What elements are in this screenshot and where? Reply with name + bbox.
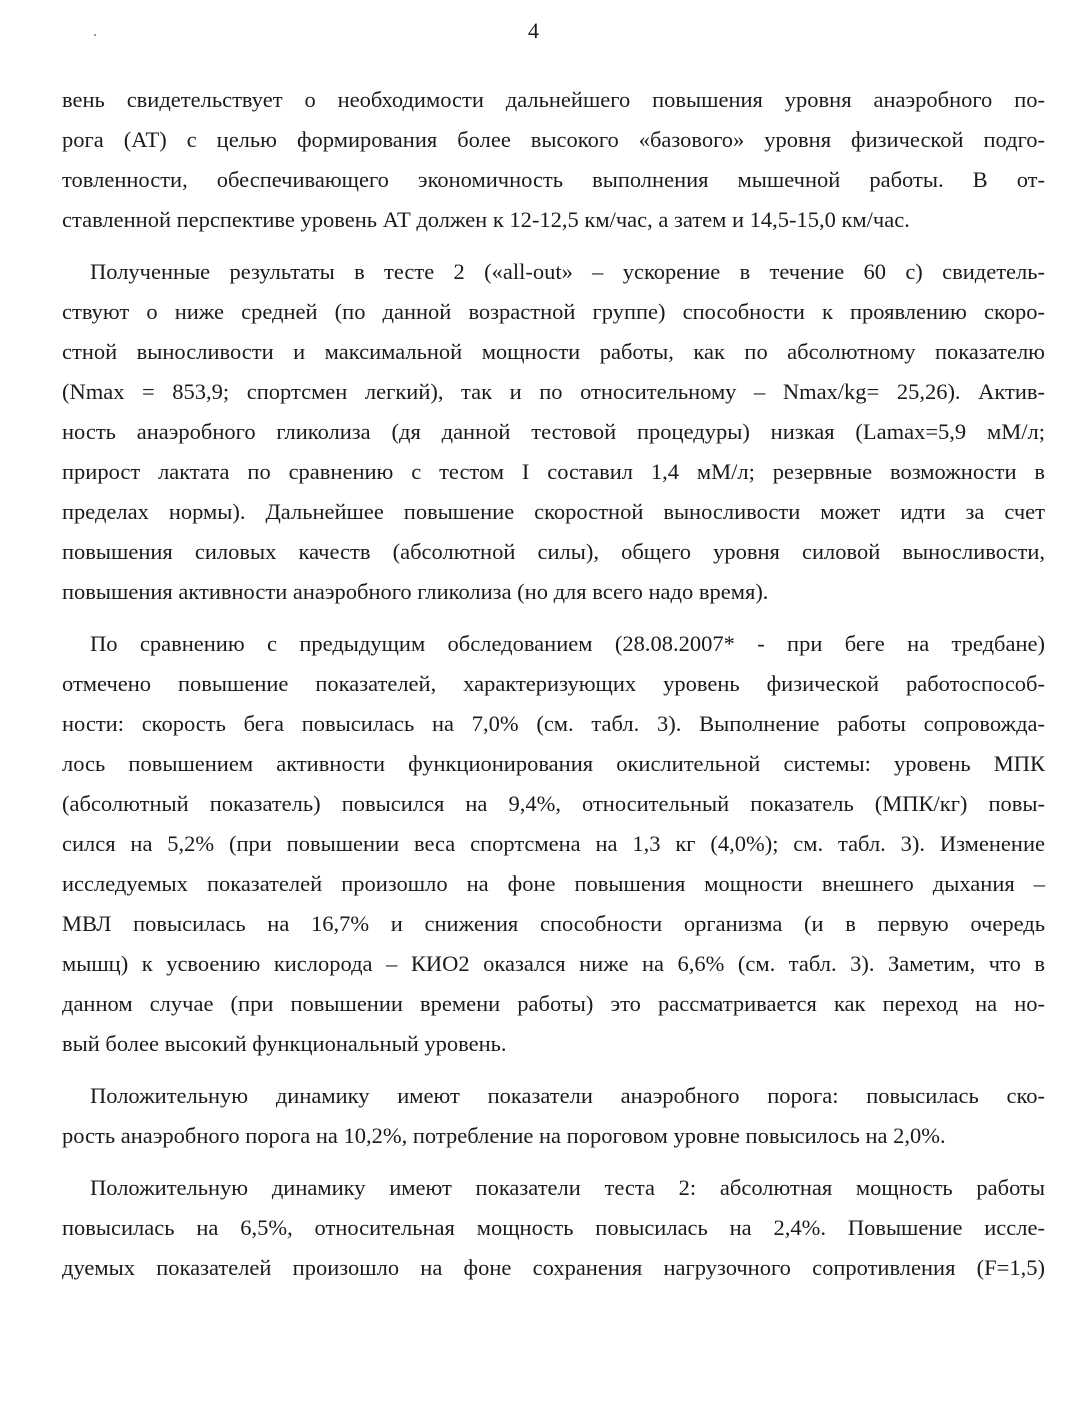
text-line: По сравнению с предыдущим обследованием (28.08.2007* - при беге на тредбане) <box>90 631 1045 656</box>
text-line: ставленной перспективе уровень АТ должен к 12-12,5 км/час, а затем и 14,5-15,0 км/час. <box>62 207 910 232</box>
text-line: ности: скорость бега повысилась на 7,0% (см. табл. 3). Выполнение работы сопровожда- <box>62 711 1045 736</box>
text-line: ность анаэробного гликолиза (дя данной тестовой процедуры) низкая (Lamax=5,9 мМ/л; <box>62 419 1045 444</box>
text-line: повышения активности анаэробного гликолиза (но для всего надо время). <box>62 579 769 604</box>
text-line: вень свидетельствует о необходимости дальнейшего повышения уровня анаэробного по- <box>62 87 1045 112</box>
paragraph-2 <box>62 252 1045 612</box>
paragraph-gap <box>62 240 1045 252</box>
paragraph-5 <box>62 1168 1045 1288</box>
text-line: лось повышением активности функционирования окислительной системы: уровень МПК <box>62 751 1045 776</box>
text-line: (Nmax = 853,9; спортсмен легкий), так и по относительному – Nmax/kg= 25,26). Актив- <box>62 379 1045 404</box>
paragraph-4 <box>62 1076 1045 1156</box>
paragraph-1 <box>62 80 1045 240</box>
paragraph-gap <box>62 1156 1045 1168</box>
text-line: рость анаэробного порога на 10,2%, потребление на пороговом уровне повысилось на 2,0%. <box>62 1123 946 1148</box>
scan-speck <box>94 34 96 36</box>
text-line: прирост лактата по сравнению с тестом I составил 1,4 мМ/л; резервные возможности в <box>62 459 1045 484</box>
paragraph-gap <box>62 612 1045 624</box>
text-line: (абсолютный показатель) повысился на 9,4%, относительный показатель (МПК/кг) повы- <box>62 791 1045 816</box>
paragraph-3 <box>62 624 1045 1064</box>
text-line: товленности, обеспечивающего экономичность выполнения мышечной работы. В от- <box>62 167 1045 192</box>
text-line: МВЛ повысилась на 16,7% и снижения способности организма (и в первую очередь <box>62 911 1045 936</box>
text-line: ствуют о ниже средней (по данной возрастной группе) способности к проявлению скоро- <box>62 299 1045 324</box>
document-body <box>62 80 1045 1288</box>
text-line: стной выносливости и максимальной мощности работы, как по абсолютному показателю <box>62 339 1045 364</box>
text-line: повысилась на 6,5%, относительная мощность повысилась на 2,4%. Повышение иссле- <box>62 1215 1045 1240</box>
text-line: дуемых показателей произошло на фоне сохранения нагрузочного сопротивления (F=1,5) <box>62 1255 1045 1280</box>
text-line: отмечено повышение показателей, характеризующих уровень физической работоспособ- <box>62 671 1045 696</box>
text-line: сился на 5,2% (при повышении веса спортсмена на 1,3 кг (4,0%); см. табл. 3). Изменение <box>62 831 1045 856</box>
text-line: данном случае (при повышении времени работы) это рассматривается как переход на но- <box>62 991 1045 1016</box>
text-line: повышения силовых качеств (абсолютной силы), общего уровня силовой выносливости, <box>62 539 1045 564</box>
text-line: Полученные результаты в тесте 2 («all-out» – ускорение в течение 60 с) свидетель- <box>90 259 1045 284</box>
page-number: 4 <box>528 18 539 43</box>
text-line: исследуемых показателей произошло на фоне повышения мощности внешнего дыхания – <box>62 871 1045 896</box>
text-line: пределах нормы). Дальнейшее повышение скоростной выносливости может идти за счет <box>62 499 1045 524</box>
text-line: Положительную динамику имеют показатели теста 2: абсолютная мощность работы <box>90 1175 1045 1200</box>
text-line: рога (АТ) с целью формирования более высокого «базового» уровня физической подго- <box>62 127 1045 152</box>
text-line: Положительную динамику имеют показатели анаэробного порога: повысилась ско- <box>90 1083 1045 1108</box>
paragraph-gap <box>62 1064 1045 1076</box>
text-line: мышц) к усвоению кислорода – КИО2 оказался ниже на 6,6% (см. табл. 3). Заметим, что в <box>62 951 1045 976</box>
text-line: вый более высокий функциональный уровень. <box>62 1031 507 1056</box>
